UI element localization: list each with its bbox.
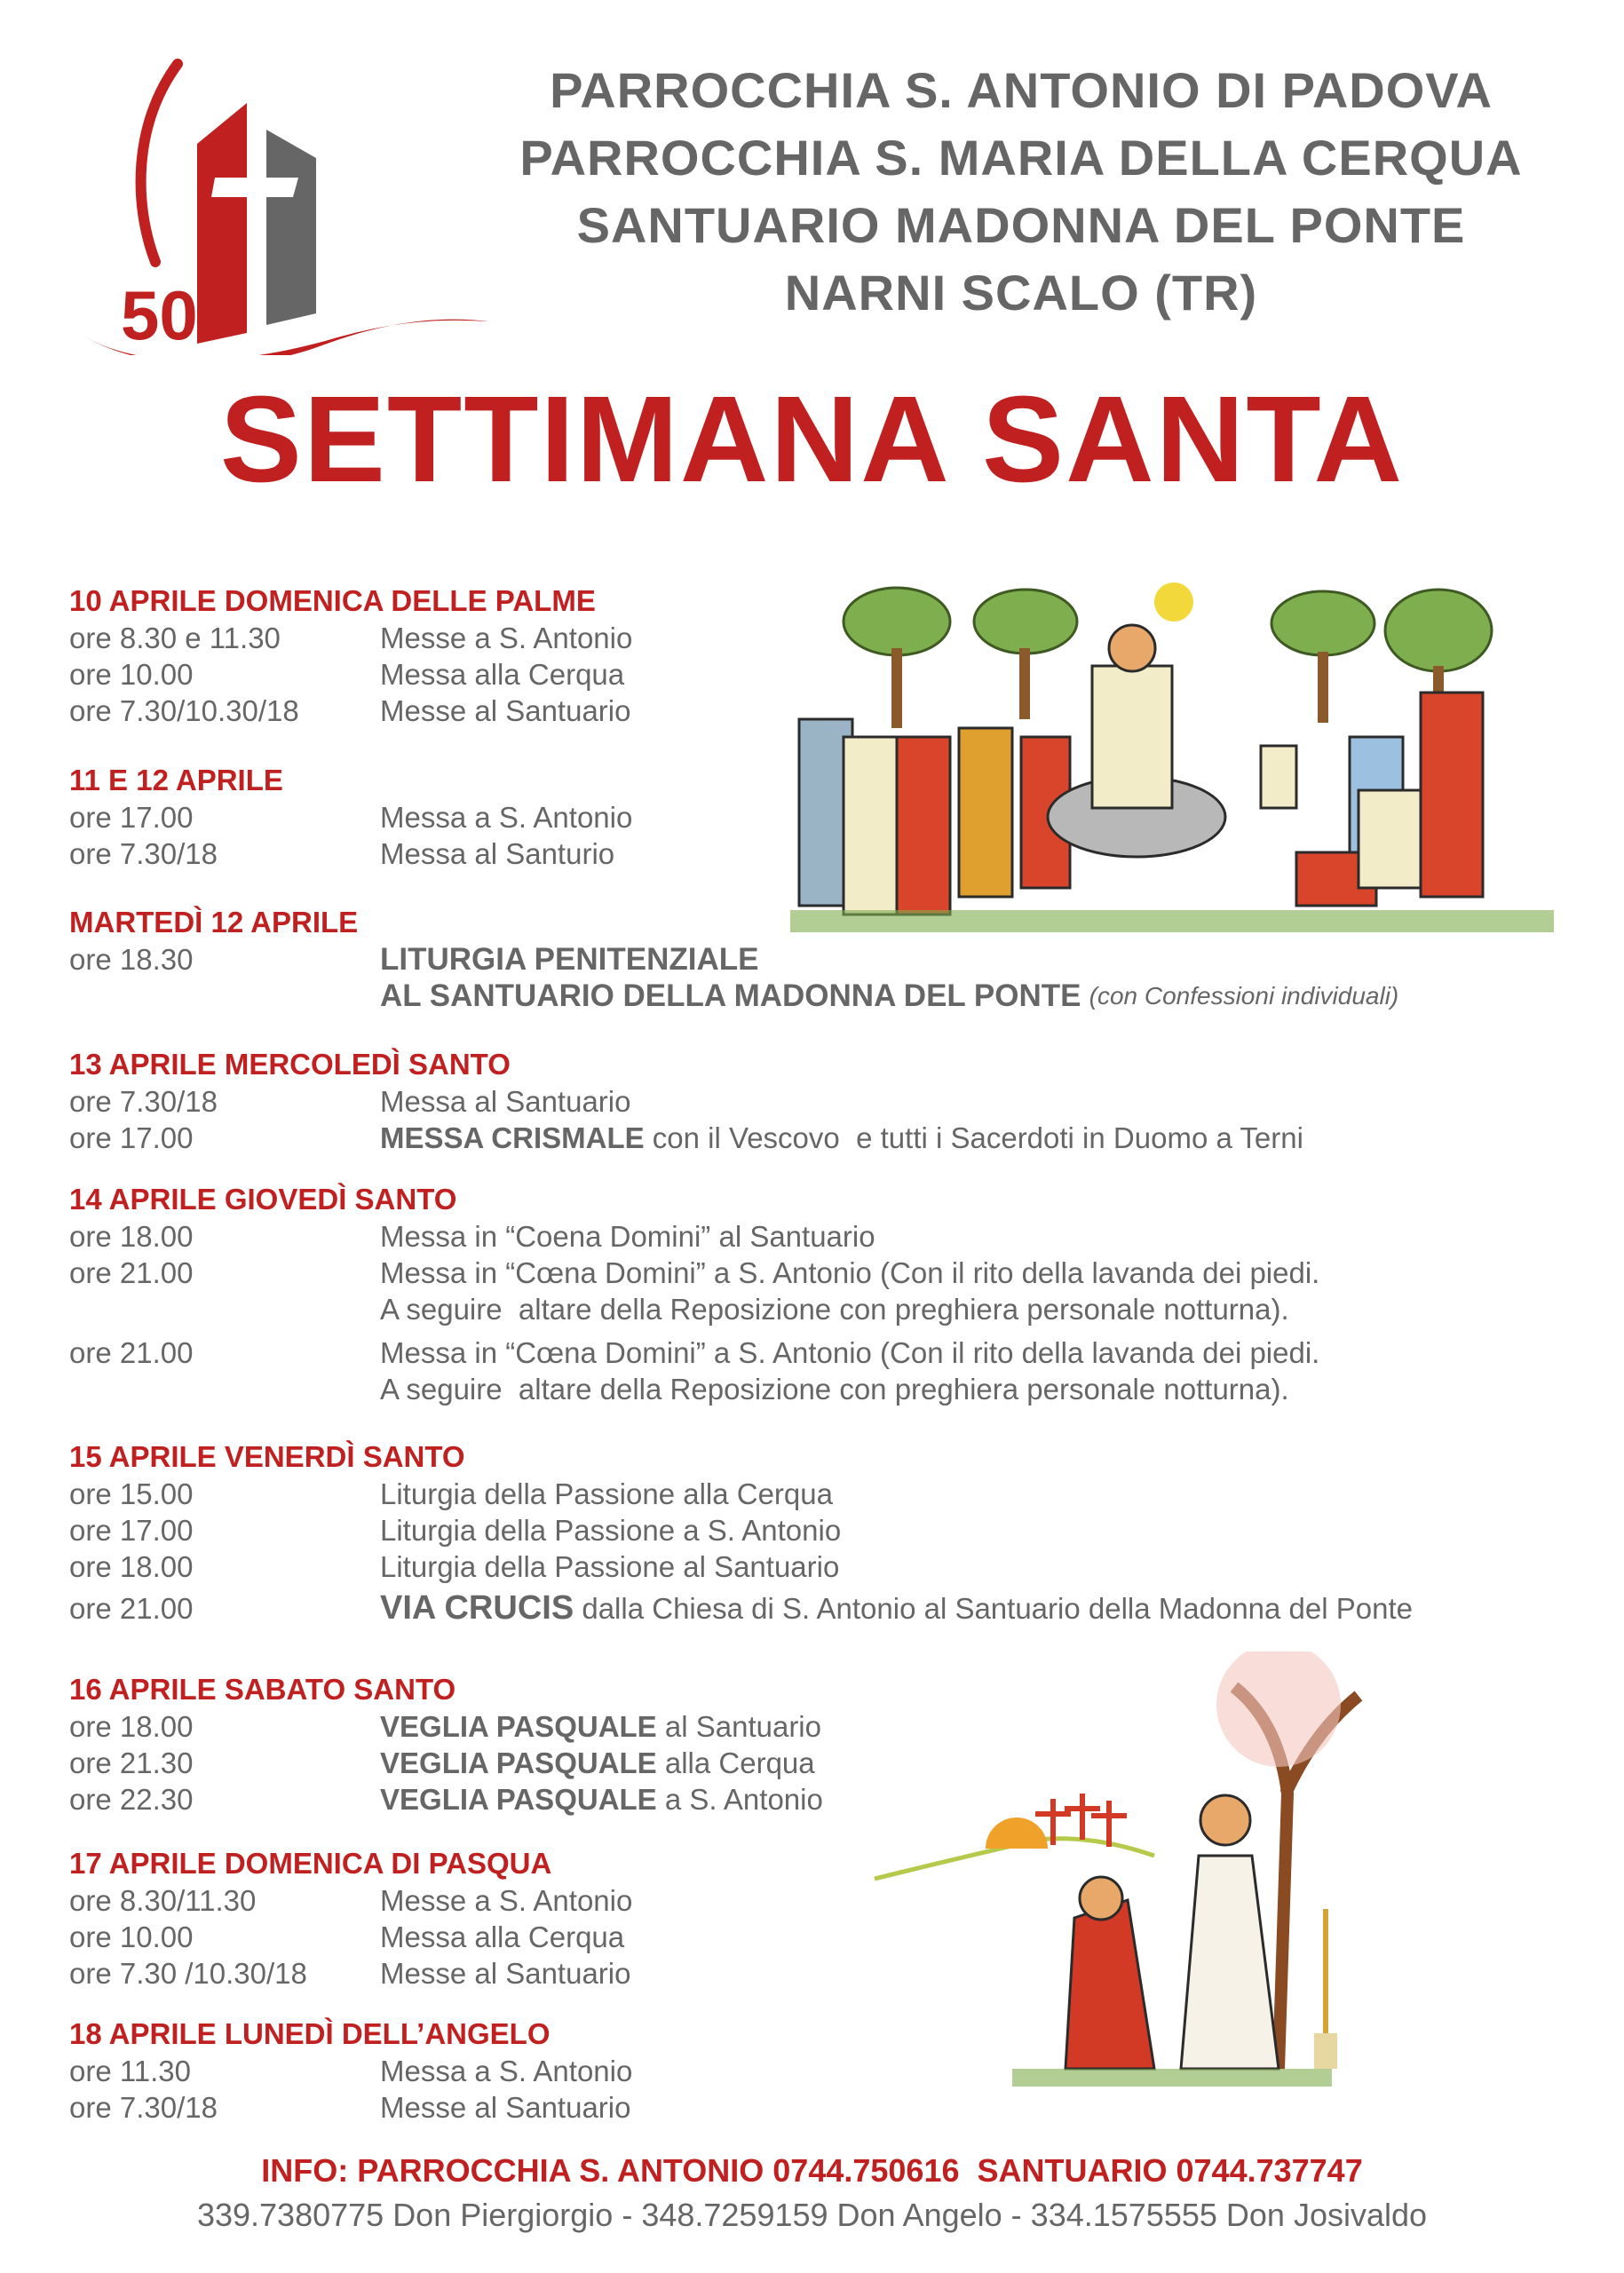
time: ore 8.30/11.30 <box>69 1884 257 1917</box>
description: Messa alla Cerqua <box>380 658 625 691</box>
description-note: (con Confessioni individuali) <box>1089 982 1399 1010</box>
time: ore 10.00 <box>69 1921 194 1953</box>
schedule-row <box>69 2053 632 2089</box>
schedule-row <box>69 1919 632 1955</box>
description: Messa a S. Antonio <box>380 2055 633 2087</box>
time: ore 7.30 /10.30/18 <box>69 1957 307 1990</box>
section-heading: 18 APRILE LUNEDÌ DELL’ANGELO <box>69 2017 551 2050</box>
schedule-section-11-12-april <box>69 762 632 872</box>
palm-sunday-illustration <box>781 559 1563 941</box>
priest-contacts-line: 339.7380775 Don Piergiorgio - 348.7259159 Don Angelo - 334.1575555 Don Josivaldo <box>196 2197 1428 2233</box>
time: ore 18.30 <box>69 943 194 976</box>
time: ore 17.00 <box>69 801 194 834</box>
schedule-row <box>69 1590 1413 1627</box>
description: dalla Chiesa di S. Antonio al Santuario della Madonna del Ponte <box>574 1592 1413 1625</box>
schedule-row <box>69 1745 823 1781</box>
schedule-row <box>69 1708 823 1745</box>
description-bold: MESSA CRISMALE <box>380 1121 645 1154</box>
time: ore 8.30 e 11.30 <box>69 622 281 654</box>
schedule-row <box>69 1218 1319 1255</box>
schedule-section-easter-sunday <box>69 1845 632 1992</box>
description: con il Vescovo e tutti i Sacerdoti in Duomo a Terni <box>644 1121 1303 1154</box>
schedule-row <box>69 656 632 693</box>
schedule-row <box>69 620 632 656</box>
schedule-section-wednesday <box>69 1046 1303 1156</box>
easter-resurrection-illustration <box>861 1651 1509 2113</box>
description: Messe a S. Antonio <box>380 1884 633 1917</box>
description: Messa alla Cerqua <box>380 1921 625 1953</box>
description: alla Cerqua <box>656 1746 815 1779</box>
description-bold: LITURGIA PENITENZIALE <box>380 942 759 977</box>
time <box>69 978 380 1014</box>
description: Messe al Santuario <box>380 2091 631 2124</box>
description-bold: VEGLIA PASQUALE <box>380 1746 657 1779</box>
time: ore 15.00 <box>69 1477 194 1510</box>
time: ore 7.30/18 <box>69 1085 218 1118</box>
schedule-row <box>69 1371 1319 1407</box>
page-title: SETTIMANA SANTA <box>219 371 1405 508</box>
description-bold: AL SANTUARIO DELLA MADONNA DEL PONTE <box>380 978 1081 1013</box>
description: Messe a S. Antonio <box>380 622 633 654</box>
schedule-row <box>69 1882 632 1919</box>
time: ore 7.30/18 <box>69 837 218 870</box>
schedule-row <box>69 1512 1413 1548</box>
header-line-2: PARROCCHIA S. MARIA DELLA CERQUA <box>519 130 1523 186</box>
schedule-section-saturday <box>69 1671 823 1818</box>
schedule-row <box>69 1781 823 1818</box>
time: ore 21.00 <box>69 1592 194 1625</box>
description: Messa in “Cœna Domini” a S. Antonio (Con il rito della lavanda dei piedi. <box>380 1256 1320 1289</box>
description: Messa a S. Antonio <box>380 801 633 834</box>
description: Liturgia della Passione al Santuario <box>380 1550 840 1583</box>
schedule-section-thursday <box>69 1181 1319 1407</box>
time: ore 17.00 <box>69 1514 194 1547</box>
header-line-1: PARROCCHIA S. ANTONIO DI PADOVA <box>550 62 1493 118</box>
schedule-row <box>69 693 632 729</box>
section-heading: 17 APRILE DOMENICA DI PASQUA <box>69 1847 552 1880</box>
description: Messa in “Cœna Domini” a S. Antonio (Con il rito della lavanda dei piedi. <box>380 1336 1320 1369</box>
time <box>69 1291 380 1327</box>
schedule-row <box>69 941 1398 978</box>
logo-grey-building <box>266 130 316 325</box>
section-heading: 16 APRILE SABATO SANTO <box>69 1673 456 1706</box>
description: a S. Antonio <box>656 1783 823 1816</box>
schedule-row <box>69 1255 1319 1291</box>
time: ore 21.30 <box>69 1746 194 1779</box>
description: A seguire altare della Reposizione con preghiera personale notturna). <box>380 1293 1289 1326</box>
time: ore 10.00 <box>69 658 194 691</box>
description: Liturgia della Passione alla Cerqua <box>380 1477 833 1510</box>
time <box>69 1371 380 1407</box>
schedule-row <box>69 2089 632 2126</box>
parish-50-anniversary-logo <box>71 53 497 355</box>
description-bold: VEGLIA PASQUALE <box>380 1710 657 1743</box>
schedule-row <box>69 1334 1319 1371</box>
time: ore 18.00 <box>69 1710 194 1743</box>
schedule-row <box>69 836 632 872</box>
time: ore 18.00 <box>69 1220 194 1253</box>
section-heading: 14 APRILE GIOVEDÌ SANTO <box>69 1183 457 1216</box>
description: Messe al Santuario <box>380 694 631 727</box>
time: ore 22.30 <box>69 1783 194 1816</box>
schedule-row <box>69 1955 632 1992</box>
description: Messa in “Coena Domini” al Santuario <box>380 1220 875 1253</box>
logo-50-label: 50° <box>121 276 226 354</box>
section-heading: 11 E 12 APRILE <box>69 764 283 796</box>
description: al Santuario <box>656 1710 821 1743</box>
time: ore 11.30 <box>69 2055 191 2087</box>
schedule-section-palm-sunday <box>69 582 632 729</box>
schedule-row <box>69 1083 1303 1120</box>
description: A seguire altare della Reposizione con preghiera personale notturna). <box>380 1373 1289 1406</box>
schedule-row <box>69 799 632 836</box>
description: Messa al Santuario <box>380 1085 631 1118</box>
schedule-row <box>69 1291 1319 1327</box>
schedule-row <box>69 978 1398 1014</box>
time: ore 7.30/10.30/18 <box>69 694 299 727</box>
info-phone-line: INFO: PARROCCHIA S. ANTONIO 0744.750616 SANTUARIO 0744.737747 <box>261 2152 1363 2189</box>
section-heading: 13 APRILE MERCOLEDÌ SANTO <box>69 1048 511 1081</box>
schedule-row <box>69 1120 1303 1156</box>
time: ore 17.00 <box>69 1121 194 1154</box>
section-heading: 10 APRILE DOMENICA DELLE PALME <box>69 584 596 617</box>
header-line-3: SANTUARIO MADONNA DEL PONTE <box>576 197 1466 253</box>
time: ore 21.00 <box>69 1336 194 1369</box>
header-line-4: NARNI SCALO (TR) <box>784 265 1258 321</box>
section-heading: MARTEDÌ 12 APRILE <box>69 906 359 939</box>
description-bold: VIA CRUCIS <box>380 1589 574 1627</box>
description: Messe al Santuario <box>380 1957 631 1990</box>
schedule-row <box>69 1548 1413 1585</box>
section-heading: 15 APRILE VENERDÌ SANTO <box>69 1440 465 1473</box>
time: ore 7.30/18 <box>69 2091 218 2124</box>
logo-arc <box>141 64 178 262</box>
description: Liturgia della Passione a S. Antonio <box>380 1514 842 1547</box>
description: Messa al Santurio <box>380 837 615 870</box>
schedule-row <box>69 1476 1413 1512</box>
time: ore 21.00 <box>69 1256 194 1289</box>
time: ore 18.00 <box>69 1550 194 1583</box>
logo-cross <box>211 178 298 197</box>
schedule-section-friday <box>69 1438 1413 1627</box>
description-bold: VEGLIA PASQUALE <box>380 1783 657 1816</box>
schedule-section-easter-monday <box>69 2016 632 2126</box>
